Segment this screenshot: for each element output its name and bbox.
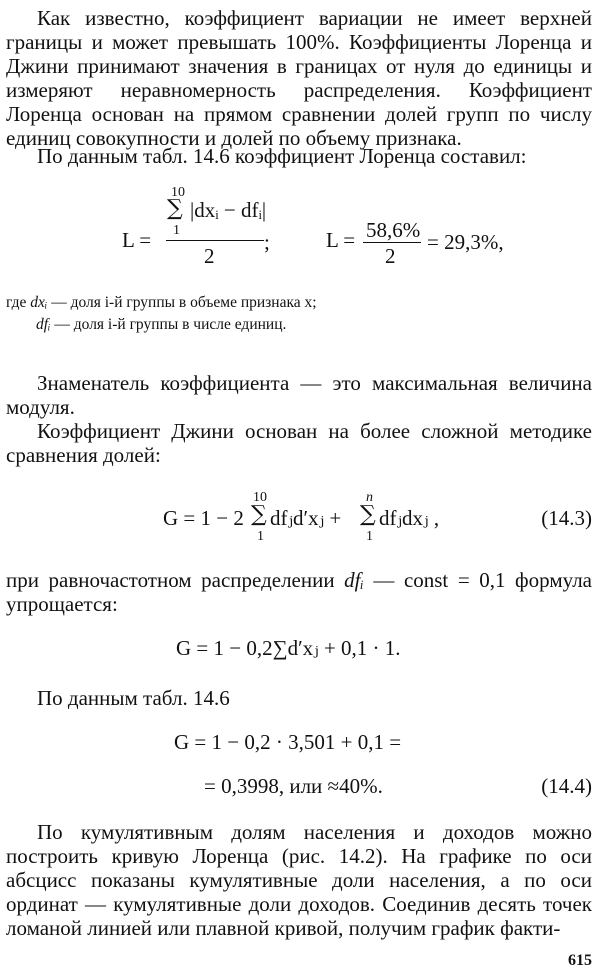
sum-lower-limit: 1 [173, 223, 180, 238]
equation-number-14-4: (14.4) [541, 774, 592, 798]
equal-frequency-text-a: при равночастотном распределении [6, 568, 345, 592]
lorenz-numerator: |dxᵢ − dfᵢ| [190, 198, 267, 222]
lorenz-value-result: = 29,3%, [427, 230, 504, 254]
note-df [36, 313, 592, 336]
sum1-sign: ∑ [251, 502, 267, 527]
paragraph-gini-intro: Коэффициент Джини основан на более сложной методике сравнения долей: [6, 419, 592, 467]
note-dx [6, 291, 592, 314]
gini-term1: dfⱼd′xⱼ + [270, 506, 342, 530]
equation-number-14-3: (14.3) [541, 506, 592, 530]
lorenz-denominator: 2 [204, 244, 215, 268]
sum2-upper-limit: n [366, 490, 373, 505]
fraction-line [166, 240, 264, 241]
paragraph-intro: Как известно, коэффициент вариации не имеет верхней границы и может превышать 100%. Коэффициенты Лоренца и Джини принимают значения в границах от нуля до единицы и измеряют неравномерность распределения. Коэффициент Лоренца основан на прямом сравнении долей групп по числу единиц совокупности и долей по объему признака. [6, 6, 592, 150]
paragraph-lorenz-data: По данным табл. 14.6 коэффициент Лоренца составил: [37, 144, 527, 168]
paragraph-lorenz-curve: По кумулятивным долям населения и доходов можно построить кривую Лоренца (рис. 14.2). На графике по оси абсцисс показаны кумулятивные доли населения, а по оси ординат — кумулятивные доли доходов. Соединив десять точек ломаной линией или плавной кривой, получим график факти- [6, 820, 592, 940]
symbol-dfi: dfᵢ [344, 568, 364, 592]
sum1-lower-limit: 1 [257, 529, 264, 544]
paragraph-denominator: Знаменатель коэффициента — это максимальная величина модуля. [6, 371, 592, 419]
note-dx-text: — доля i-й группы в объеме признака x; [47, 294, 317, 311]
note-df-text: — доля i-й группы в числе единиц. [50, 316, 287, 333]
gini-lhs: G = 1 − 2 [163, 506, 244, 530]
equal-frequency-text-b: — const = 0,1 формула упрощается: [6, 568, 592, 616]
lorenz-semicolon: ; [264, 230, 270, 254]
sum1-upper-limit: 10 [253, 490, 267, 505]
sum-sign: ∑ [167, 196, 183, 221]
lorenz-value-lhs: L = [326, 228, 356, 252]
sum2-sign: ∑ [360, 502, 376, 527]
note-prefix: где [6, 294, 31, 311]
symbol-dxi: dxᵢ [30, 294, 48, 311]
page-number: 615 [568, 952, 592, 969]
formula-gini-calc-line1: G = 1 − 0,2 · 3,501 + 0,1 = [174, 730, 402, 754]
sum2-lower-limit: 1 [366, 529, 373, 544]
lorenz-value-denominator: 2 [385, 244, 396, 268]
lorenz-value-numerator: 58,6% [366, 218, 421, 242]
paragraph-gini-data: По данным табл. 14.6 [37, 686, 230, 710]
paragraph-equal-frequency [6, 568, 592, 616]
lorenz-lhs: L = [122, 228, 152, 252]
sum-upper-limit: 10 [171, 185, 185, 200]
gini-term2: dfⱼdxⱼ , [379, 506, 440, 530]
formula-gini-calc-line2: = 0,3998, или ≈40%. [204, 774, 383, 798]
formula-gini-simplified: G = 1 − 0,2∑d′xⱼ + 0,1 · 1. [176, 636, 401, 660]
symbol-dfi: dfᵢ [36, 316, 51, 333]
fraction-line [363, 242, 421, 243]
